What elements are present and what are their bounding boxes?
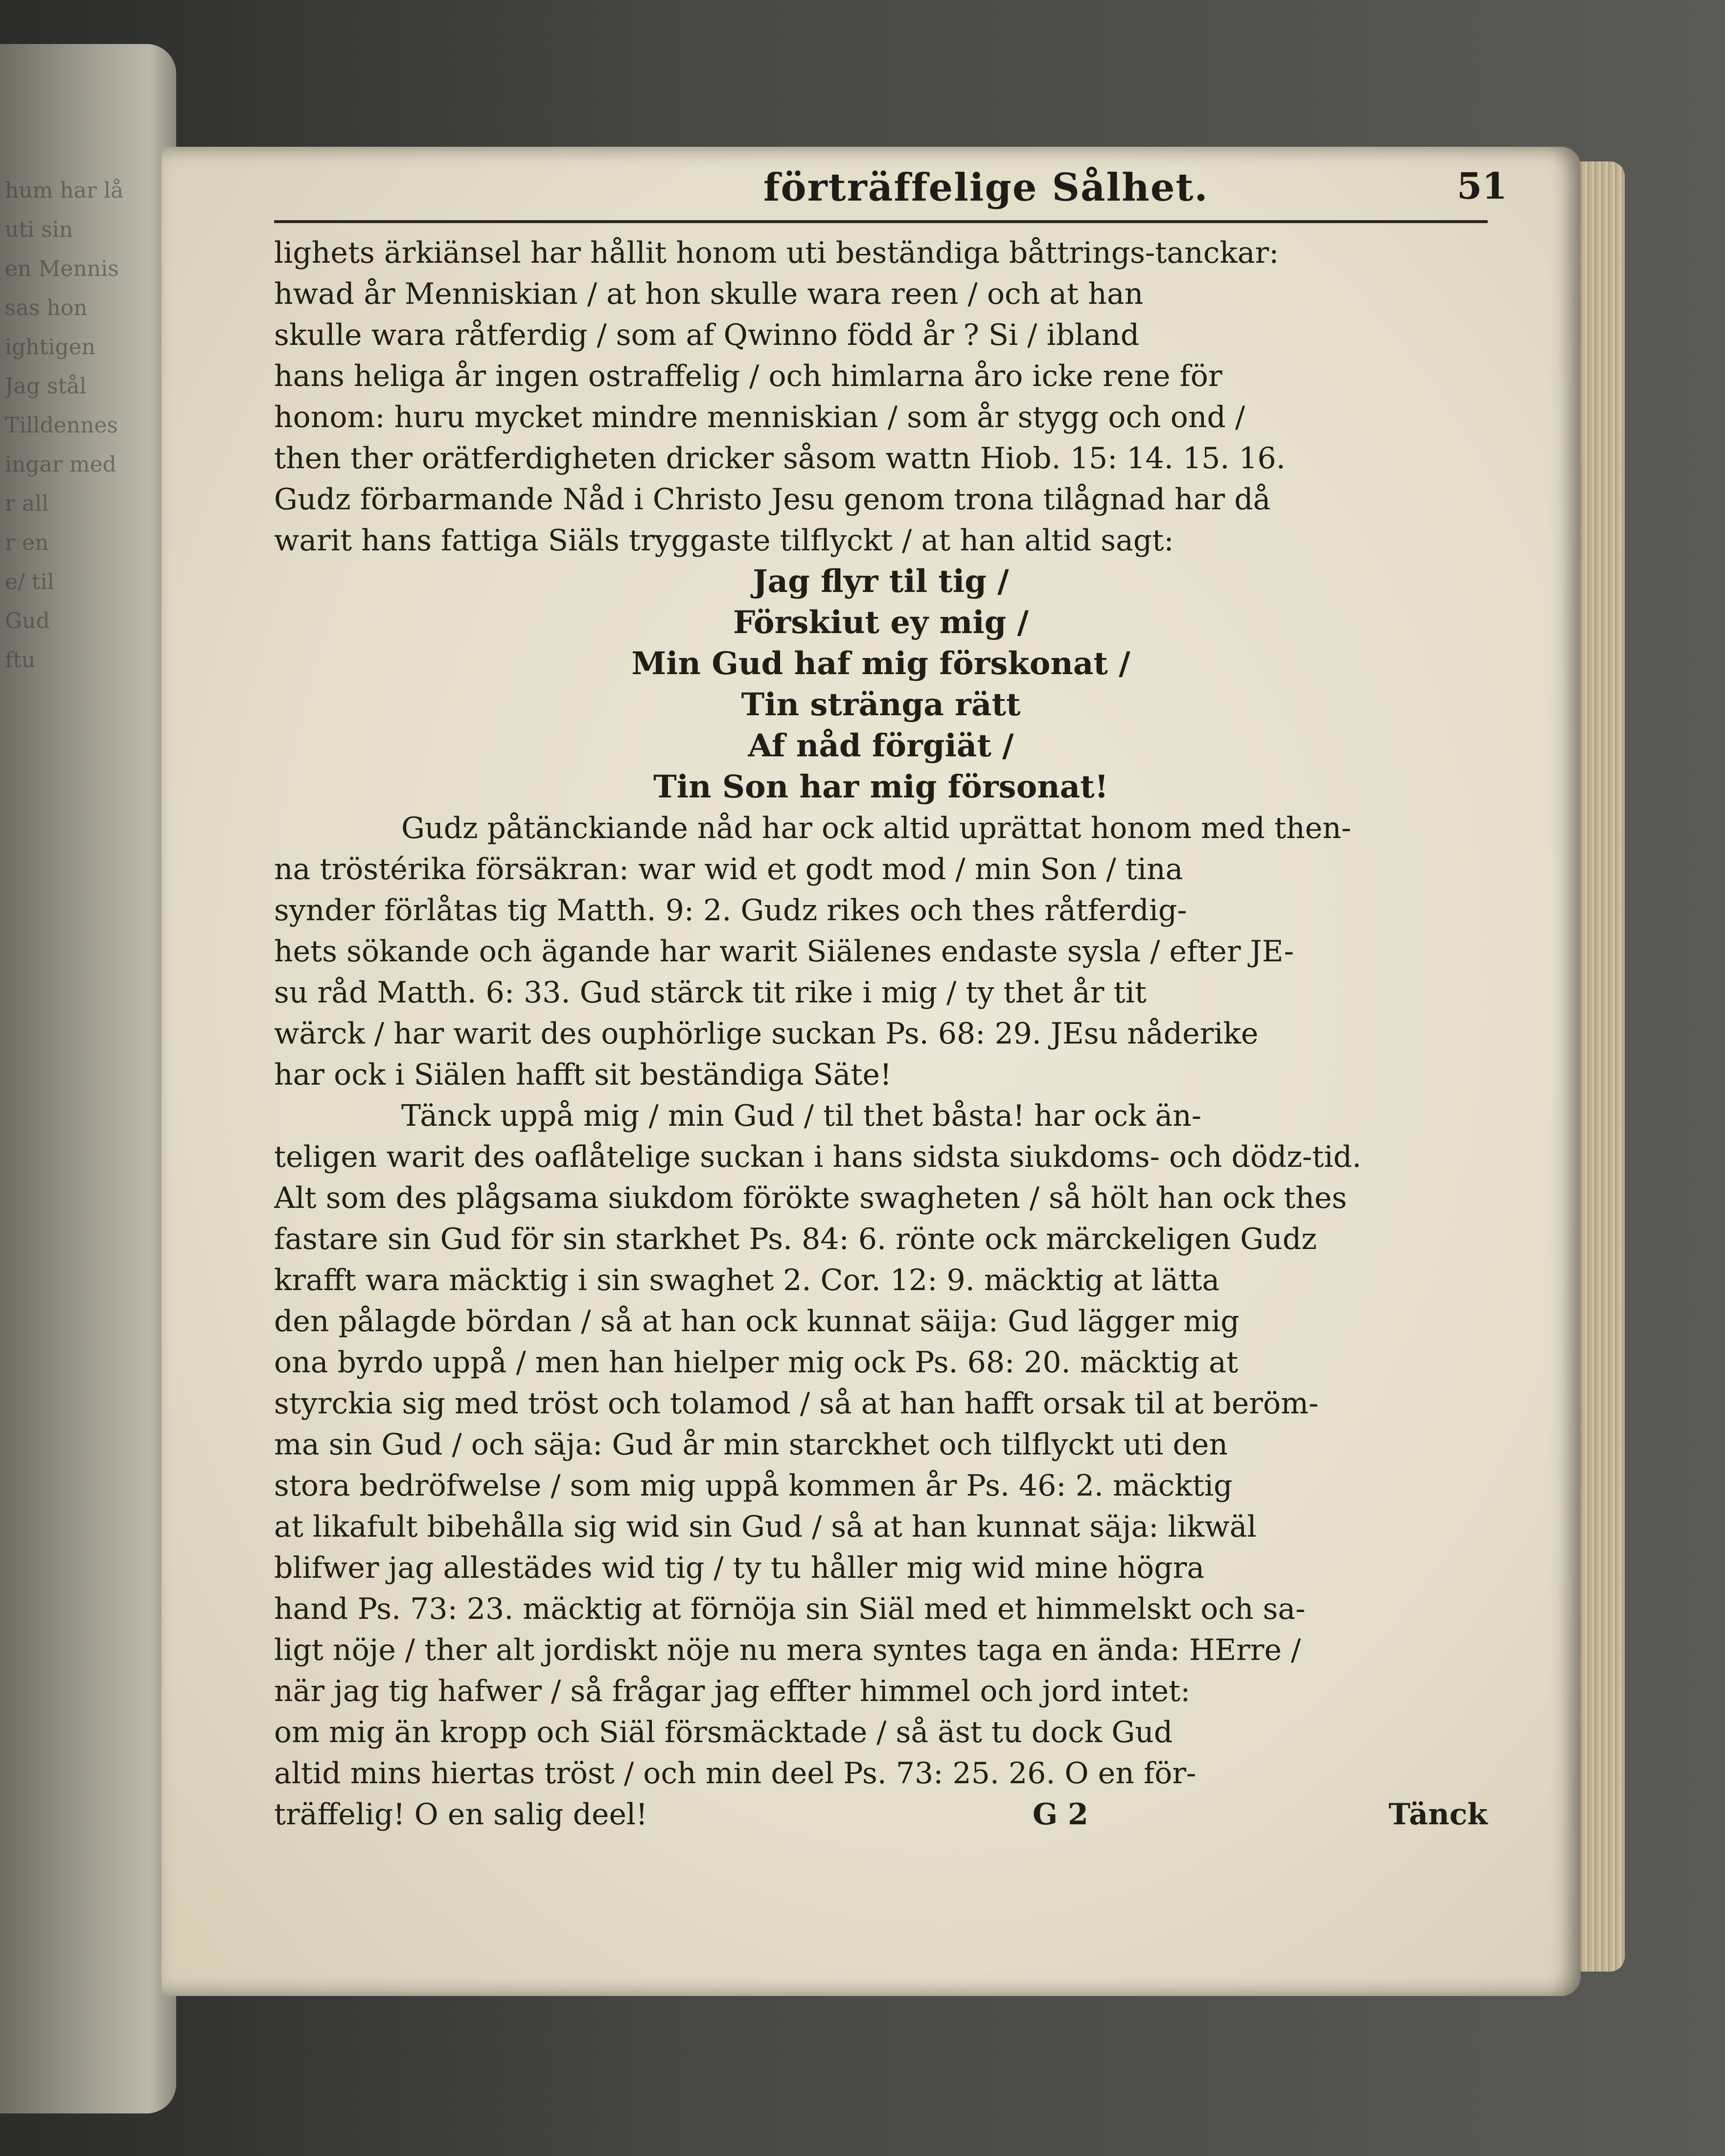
text-line: Alt som des plågsama siukdom förökte swagheten / så hölt han ock thes [274, 1181, 1347, 1215]
catchword: Tänck [1388, 1797, 1488, 1832]
text-line: har ock i Siälen hafft sit beständiga Säte! [274, 1058, 892, 1092]
text-line: Tänck uppå mig / min Gud / til thet båsta! har ock än- [401, 1099, 1202, 1133]
text-line: ligt nöje / ther alt jordiskt nöje nu mera syntes taga en ända: HErre / [274, 1633, 1301, 1667]
page-header [274, 157, 1507, 223]
verse-line: Af nåd förgiät / [748, 727, 1014, 764]
text-line: teligen warit des oaflåtelige suckan i hans sidsta siukdoms- och dödz-tid. [274, 1140, 1362, 1174]
text-line: then ther orätferdigheten dricker såsom wattn Hiob. 15: 14. 15. 16. [274, 441, 1286, 476]
text-line: när jag tig hafwer / så frågar jag effter himmel och jord intet: [274, 1674, 1191, 1708]
facing-page-text: hum har lå uti sin en Mennis sas hon ightigen Jag stål Tilldennes ingar med r all r en e/ til Gud ftu [5, 178, 124, 673]
text-line: ona byrdo uppå / men han hielper mig ock Ps. 68: 20. mäcktig at [274, 1345, 1239, 1380]
text-line: wärck / har warit des ouphörlige suckan Ps. 68: 29. JEsu nåderike [274, 1017, 1259, 1051]
text-line: Gudz förbarmande Nåd i Christo Jesu genom trona tilågnad har då [274, 482, 1271, 517]
text-line: lighets ärkiänsel har hållit honom uti beständiga båttrings-tanckar: [274, 236, 1279, 270]
text-line: warit hans fattiga Siäls tryggaste tilflyckt / at han altid sagt: [274, 523, 1174, 558]
text-line: hans heliga år ingen ostraffelig / och himlarna åro icke rene för [274, 359, 1222, 393]
verse-line: Förskiut ey mig / [733, 604, 1029, 641]
text-line: styrckia sig med tröst och tolamod / så at han hafft orsak til at beröm- [274, 1386, 1319, 1421]
signature-mark: G 2 [1033, 1797, 1088, 1832]
text-line: fastare sin Gud för sin starkhet Ps. 84: 6. rönte ock märckeligen Gudz [274, 1222, 1317, 1256]
book-page [161, 147, 1581, 1996]
text-line: om mig än kropp och Siäl försmäcktade / så äst tu dock Gud [274, 1715, 1173, 1749]
final-line [274, 1794, 1488, 1835]
page-body [274, 232, 1488, 1835]
text-line: krafft wara mäcktig i sin swaghet 2. Cor. 12: 9. mäcktig at lätta [274, 1263, 1220, 1297]
text-line: hets sökande och ägande har warit Siälenes endaste sysla / efter JE- [274, 934, 1294, 969]
text-line: hwad år Menniskian / at hon skulle wara reen / och at han [274, 277, 1144, 311]
text-line: synder förlåtas tig Matth. 9: 2. Gudz rikes och thes råtferdig- [274, 893, 1187, 928]
text-line: blifwer jag allestädes wid tig / ty tu håller mig wid mine högra [274, 1551, 1205, 1585]
verse-line: Min Gud haf mig förskonat / [631, 645, 1130, 682]
text-line: at likafult bibehålla sig wid sin Gud / så at han kunnat säja: likwäl [274, 1510, 1257, 1544]
verse-line: Tin Son har mig försonat! [653, 769, 1108, 805]
text-line: hand Ps. 73: 23. mäcktig at förnöja sin Siäl med et himmelskt och sa- [274, 1592, 1306, 1626]
running-title: förträffelige Sålhet. [763, 165, 1209, 210]
text-line: skulle wara råtferdig / som af Qwinno född år ? Si / ibland [274, 318, 1140, 352]
text-line: honom: huru mycket mindre menniskian / som år stygg och ond / [274, 400, 1245, 434]
verse-line: Tin stränga rätt [741, 686, 1021, 723]
text-line: na tröstérika försäkran: war wid et godt mod / min Son / tina [274, 852, 1183, 886]
facing-page [0, 44, 176, 2113]
last-text-line: träffelig! O en salig deel! [274, 1797, 648, 1832]
text-line: den pålagde bördan / så at han ock kunnat säija: Gud lägger mig [274, 1304, 1240, 1339]
text-line: ma sin Gud / och säja: Gud år min starckhet och tilflyckt uti den [274, 1428, 1228, 1462]
verse-line: Jag flyr til tig / [753, 563, 1009, 600]
page-number: 51 [1457, 165, 1507, 207]
text-line: stora bedröfwelse / som mig uppå kommen år Ps. 46: 2. mäcktig [274, 1469, 1233, 1503]
text-line: altid mins hiertas tröst / och min deel Ps. 73: 25. 26. O en för- [274, 1756, 1196, 1791]
text-line: su råd Matth. 6: 33. Gud stärck tit rike i mig / ty thet år tit [274, 976, 1147, 1010]
text-line: Gudz påtänckiande nåd har ock altid uprättat honom med then- [401, 811, 1352, 845]
